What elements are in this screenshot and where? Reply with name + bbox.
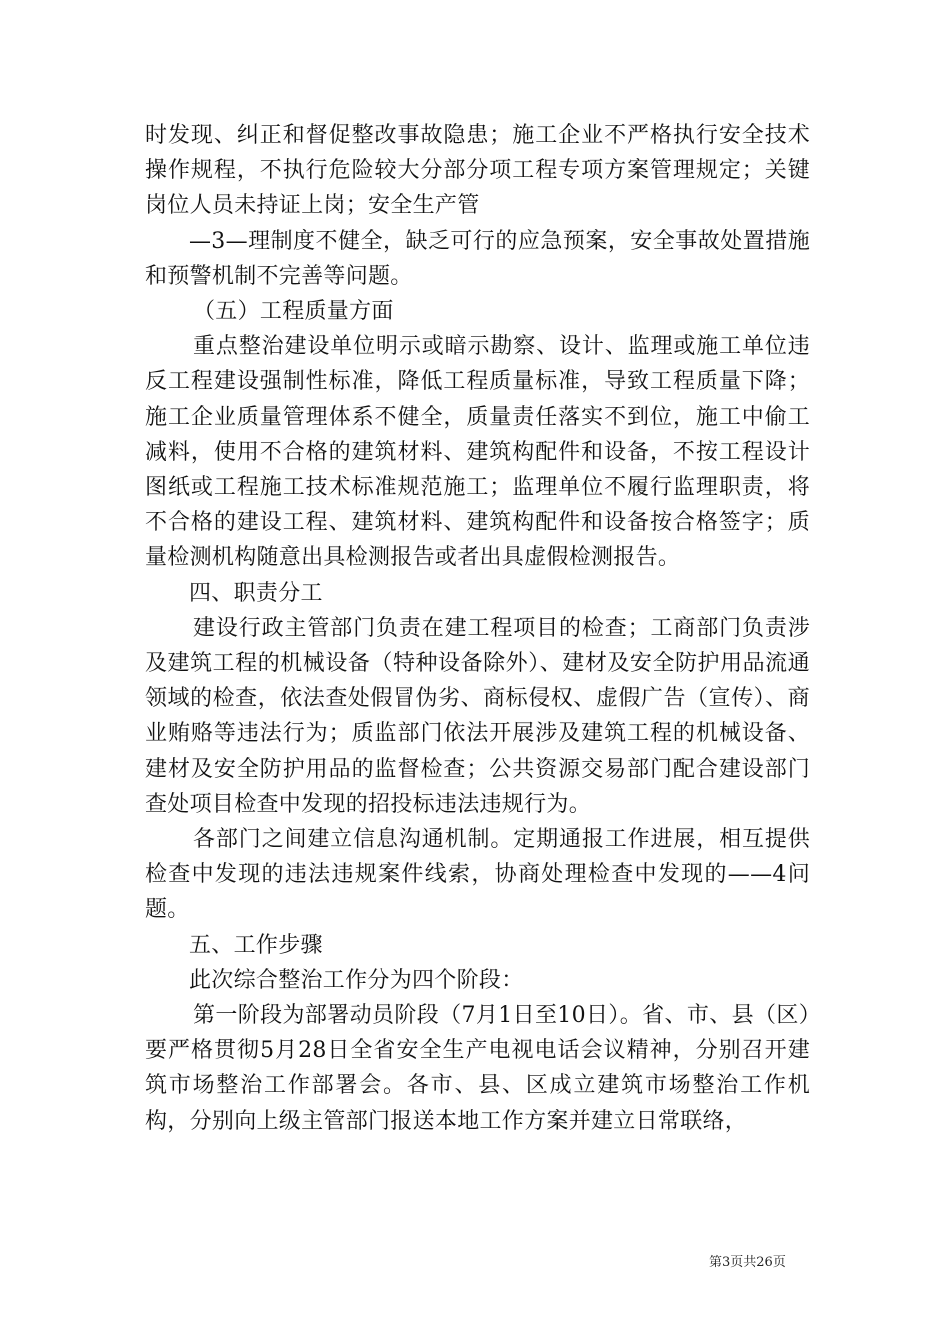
section-heading-work-steps: 五、工作步骤 (189, 932, 323, 958)
paragraph-management-system: —3—理制度不健全，缺乏可行的应急预案，安全事故处置措施和预警机制不完善等问题。 (145, 228, 810, 289)
paragraph-quality-focus: 重点整治建设单位明示或暗示勘察、设计、监理或施工单位违反工程建设强制性标准，降低工程质量标准，导致工程质量下降；施工企业质量管理体系不健全，质量责任落实不到位，施工中偷工减料，使用不合格的建筑材料、建筑构配件和设备，不按工程设计图纸或工程施工技术标准规范施工；监理单位不履行监理职责，将不合格的建设工程、建筑材料、建筑构配件和设备按合格签字；质量检测机构随意出具检测报告或者出具虚假检测报告。 (145, 334, 810, 571)
section-heading-responsibilities: 四、职责分工 (189, 580, 323, 606)
paragraph-stages-intro: 此次综合整治工作分为四个阶段： (189, 967, 524, 993)
paragraph-responsibilities: 建设行政主管部门负责在建工程项目的检查；工商部门负责涉及建筑工程的机械设备（特种设备除外）、建材及安全防护用品流通领域的检查，依法查处假冒伪劣、商标侵权、虚假广告（宣传）、商业贿赂等违法行为；质监部门依法开展涉及建筑工程的机械设备、建材及安全防护用品的监督检查；公共资源交易部门配合建设部门查处项目检查中发现的招投标违法违规行为。 (145, 615, 810, 817)
page-number-footer: 第3页共26页 (709, 1255, 786, 1270)
paragraph-stage-one: 第一阶段为部署动员阶段（7月1日至10日）。省、市、县（区）要严格贯彻5月28日全省安全生产电视电话会议精神，分别召开建筑市场整治工作部署会。各市、县、区成立建筑市场整治工作机构，分别向上级主管部门报送本地工作方案并建立日常联络， (145, 1003, 810, 1134)
section-heading-quality: （五）工程质量方面 (193, 299, 394, 325)
paragraph-communication: 各部门之间建立信息沟通机制。定期通报工作进展，相互提供检查中发现的违法违规案件线索，协商处理检查中发现的——4问题。 (145, 827, 810, 923)
paragraph-hazard-continuation: 时发现、纠正和督促整改事故隐患；施工企业不严格执行安全技术操作规程，不执行危险较大分部分项工程专项方案管理规定；关键岗位人员未持证上岗；安全生产管 (145, 123, 810, 219)
document-body (145, 118, 810, 1139)
